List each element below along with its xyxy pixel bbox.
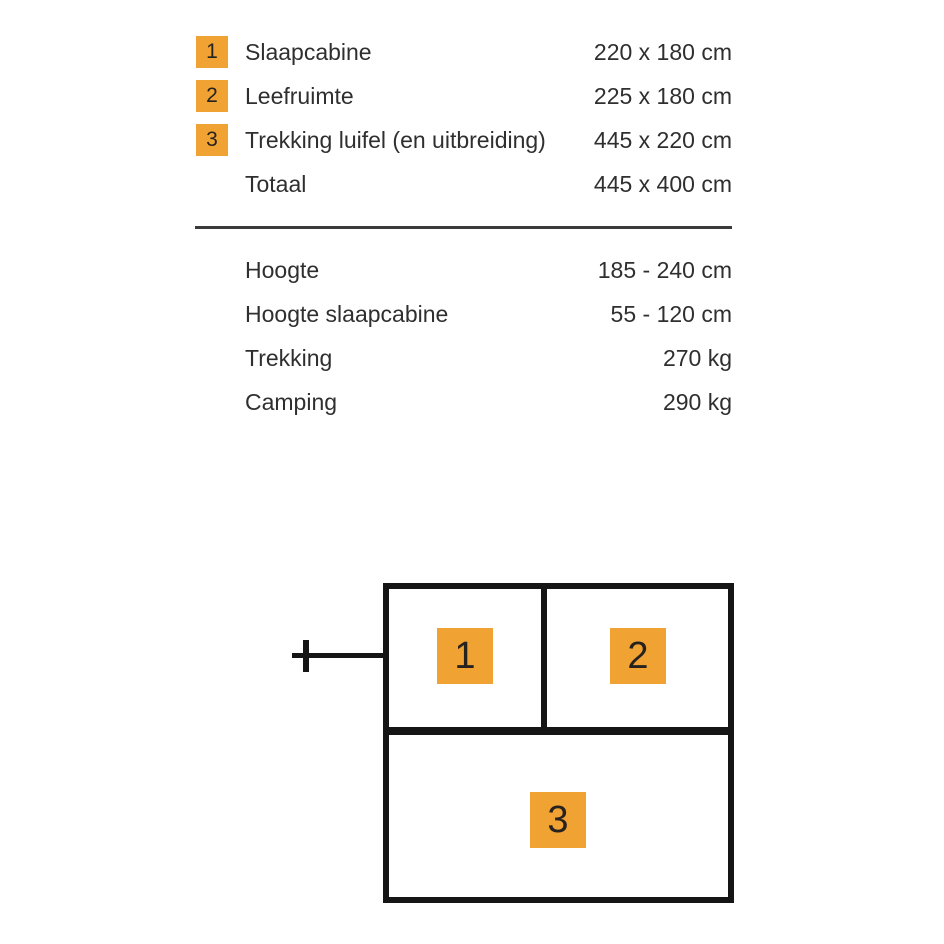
spec-label: Hoogte slaapcabine <box>245 300 449 327</box>
dimension-label: Leefruimte <box>245 82 354 109</box>
dimension-label: Totaal <box>245 170 307 197</box>
dimension-value: 225 x 180 cm <box>593 82 732 109</box>
hitch-coupling-cross <box>303 640 309 672</box>
floorplan-vertical-divider <box>541 583 547 733</box>
legend-badge-empty <box>196 386 228 418</box>
dimension-row-totaal <box>196 162 732 206</box>
spec-value: 290 kg <box>662 388 732 415</box>
legend-badge-empty <box>196 298 228 330</box>
spec-label: Hoogte <box>245 256 320 283</box>
dimension-label: Trekking luifel (en uitbreiding) <box>245 126 546 153</box>
floorplan-tag-3: 3 <box>530 792 586 848</box>
floorplan-tag-2: 2 <box>610 628 666 684</box>
floorplan-tag-1: 1 <box>437 628 493 684</box>
legend-badge-2: 2 <box>196 80 228 112</box>
spec-row-hoogte-slaapcabine <box>196 292 732 336</box>
floorplan-outline <box>383 583 734 903</box>
dimension-value: 445 x 220 cm <box>593 126 732 153</box>
legend-badge-empty <box>196 254 228 286</box>
spec-row-hoogte <box>196 248 732 292</box>
spec-row-camping <box>196 380 732 424</box>
legend-badge-3: 3 <box>196 124 228 156</box>
spec-value: 55 - 120 cm <box>610 300 732 327</box>
spec-label: Trekking <box>245 344 333 371</box>
dimension-row-leefruimte <box>196 74 732 118</box>
dimension-label: Slaapcabine <box>245 38 372 65</box>
legend-badge-1: 1 <box>196 36 228 68</box>
legend-badge-empty <box>196 342 228 374</box>
spec-label: Camping <box>245 388 338 415</box>
dimension-row-slaapcabine <box>196 30 732 74</box>
dimension-row-trekking-luifel <box>196 118 732 162</box>
floorplan-horizontal-divider <box>383 727 734 735</box>
divider-line <box>195 226 732 229</box>
legend-badge-empty <box>196 168 228 200</box>
spec-value: 270 kg <box>662 344 732 371</box>
dimension-value: 220 x 180 cm <box>593 38 732 65</box>
spec-value: 185 - 240 cm <box>597 256 732 283</box>
dimension-value: 445 x 400 cm <box>593 170 732 197</box>
spec-row-trekking <box>196 336 732 380</box>
